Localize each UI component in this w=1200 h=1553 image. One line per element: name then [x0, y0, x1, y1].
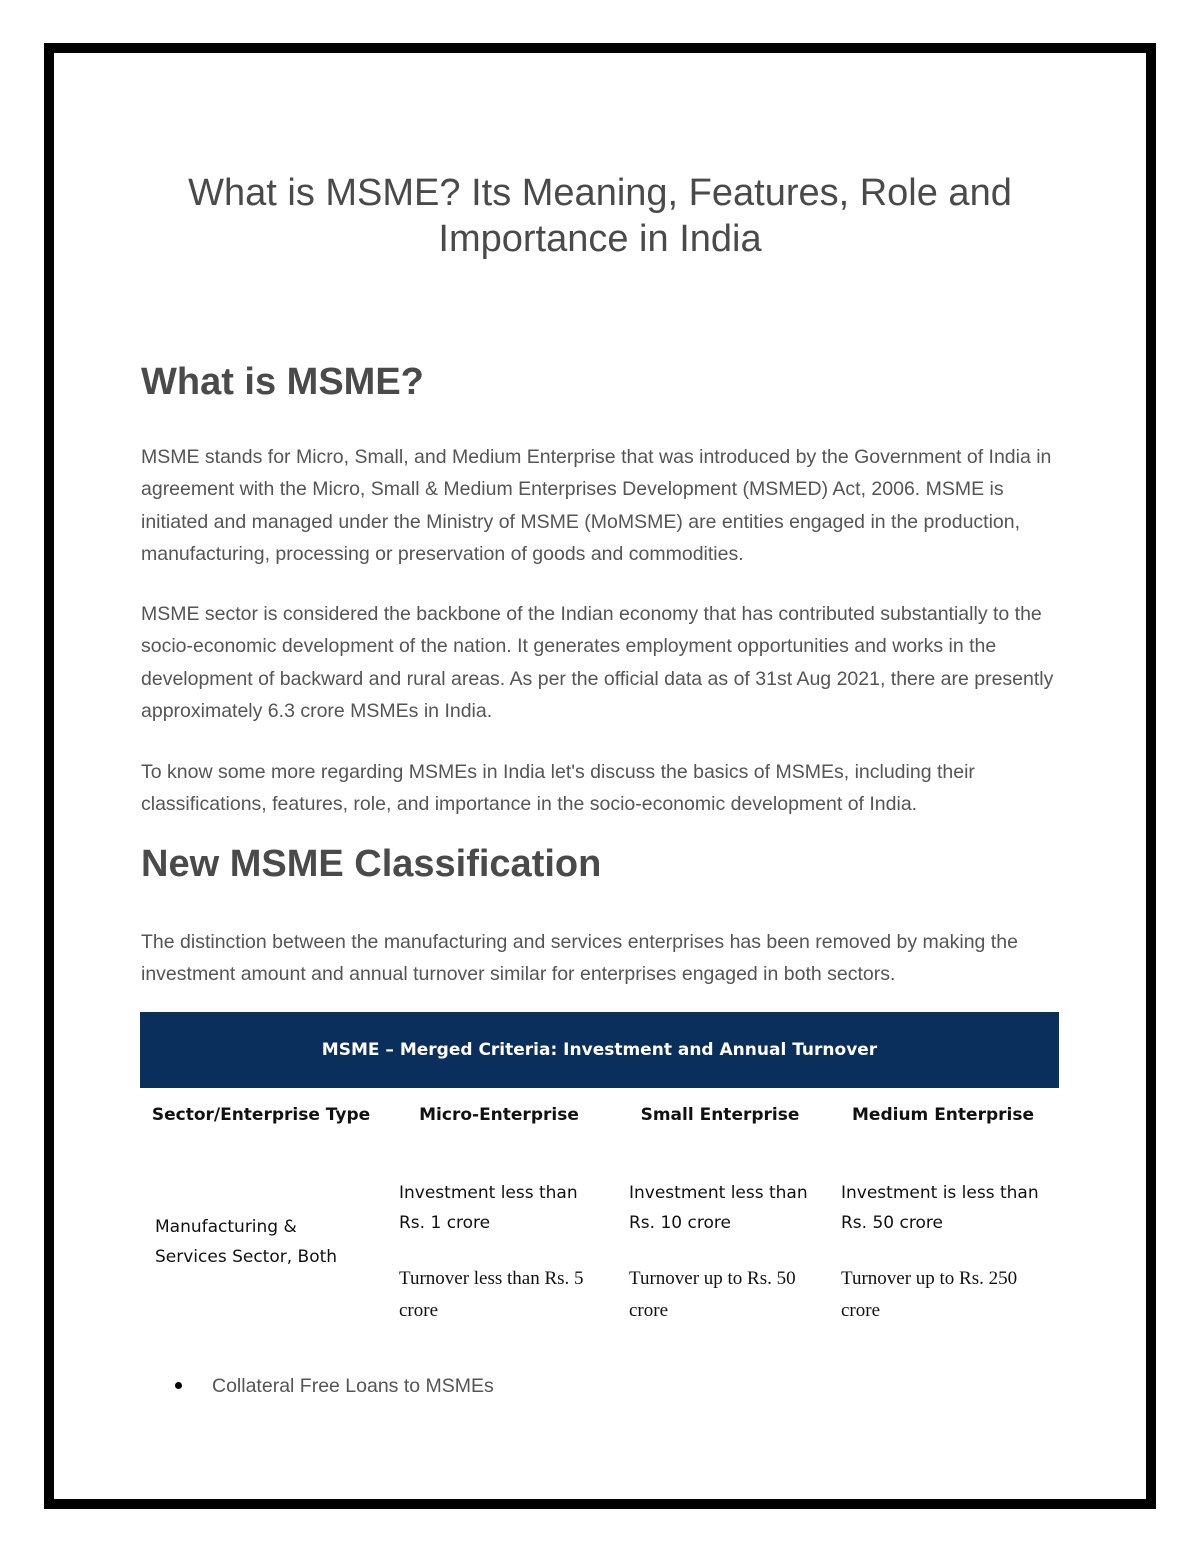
table-cell-small-turnover: Turnover up to Rs. 50 crore — [629, 1268, 796, 1321]
column-header-sector: Sector/Enterprise Type — [151, 1105, 371, 1125]
table-header-banner — [140, 1012, 1059, 1088]
table-cell-sector: Manufacturing & Services Sector, Both — [155, 1217, 338, 1267]
table-cell-medium-investment: Investment is less than Rs. 50 crore — [841, 1183, 1039, 1233]
table-cell-medium-turnover: Turnover up to Rs. 250 crore — [841, 1268, 1018, 1321]
paragraph-msme-definition: MSME stands for Micro, Small, and Medium Enterprise that was introduced by the Government of India in agreement with the Micro, Small & Medium Enterprises Development (MSMED) Act, 2006. MSME is initiated and managed under the Ministry of MSME (MoMSME) are entities engaged in the production, manufacturing, processing or preservation of goods and commodities. — [141, 446, 1052, 565]
column-header-medium: Medium Enterprise — [852, 1105, 1034, 1125]
bullet-item-collateral-free-loans[interactable]: Collateral Free Loans to MSMEs — [212, 1375, 494, 1397]
paragraph-classification: The distinction between the manufacturing and services enterprises has been removed by making the investment amount and annual turnover similar for enterprises engaged in both sectors. — [141, 931, 1018, 986]
table-cell-micro-turnover: Turnover less than Rs. 5 crore — [399, 1268, 584, 1321]
table-header-text: MSME – Merged Criteria: Investment and Annual Turnover — [321, 1040, 878, 1060]
table-cell-small-investment: Investment less than Rs. 10 crore — [629, 1183, 808, 1233]
column-header-micro: Micro-Enterprise — [419, 1105, 579, 1125]
paragraph-msme-backbone: MSME sector is considered the backbone of the Indian economy that has contributed substantially to the socio-economic development of the nation. It generates employment opportunities and works in the development of backward and rural areas. As per the official data as of 31st Aug 2021, there are presently approximately 6.3 crore MSMEs in India. — [141, 603, 1054, 722]
column-header-small: Small Enterprise — [640, 1105, 800, 1125]
paragraph-msme-intro: To know some more regarding MSMEs in India let's discuss the basics of MSMEs, including their classifications, features, role, and importance in the socio-economic development of India. — [141, 761, 975, 816]
section-heading-what-is-msme: What is MSME? — [141, 361, 424, 403]
bullet-icon — [175, 1382, 182, 1389]
document-title: What is MSME? Its Meaning, Features, Role and Importance in India — [188, 172, 1012, 260]
section-heading-classification: New MSME Classification — [141, 843, 602, 885]
table-cell-micro-investment: Investment less than Rs. 1 crore — [399, 1183, 578, 1233]
